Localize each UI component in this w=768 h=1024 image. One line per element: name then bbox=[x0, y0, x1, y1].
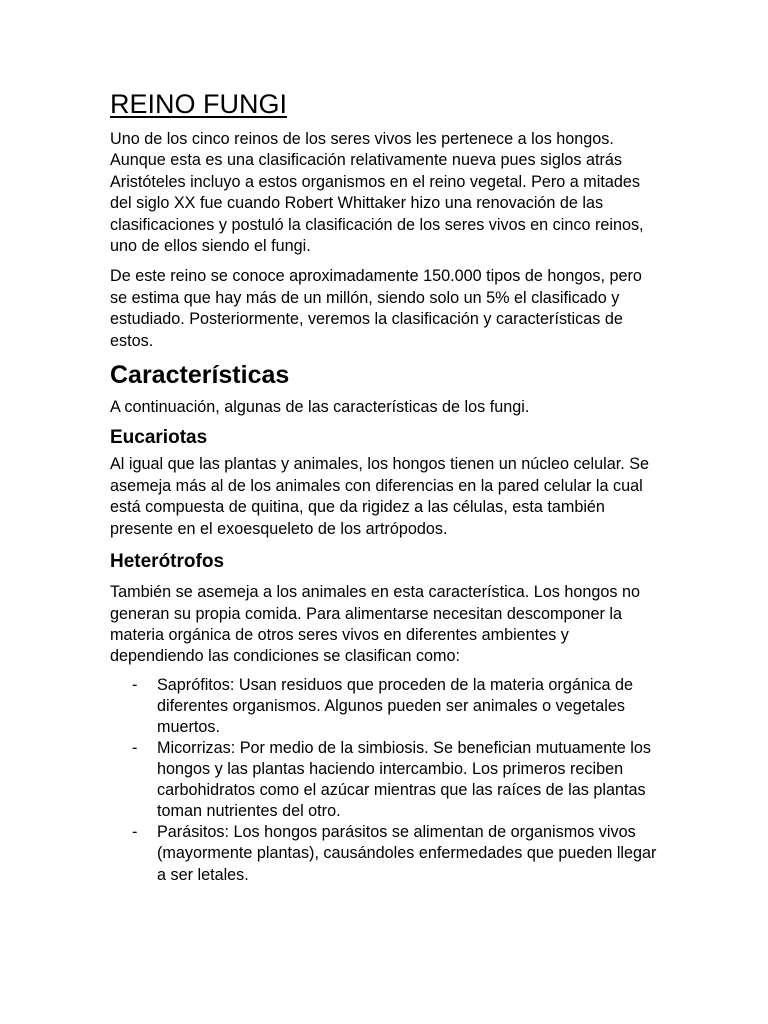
list-item-text: Saprófitos: Usan residuos que proceden de la materia orgánica de diferentes organismos. Algunos pueden ser animales o vegetales muertos. bbox=[157, 675, 634, 736]
list-item bbox=[110, 822, 658, 885]
list-marker: - bbox=[132, 675, 138, 694]
heterotrofos-paragraph: También se asemeja a los animales en esta característica. Los hongos no generan su propia comida. Para alimentarse necesitan descomponer la materia orgánica de otros seres vivos en diferentes ambientes y dependiendo las condiciones se clasifican como: bbox=[110, 583, 640, 666]
eucariotas-paragraph: Al igual que las plantas y animales, los hongos tienen un núcleo celular. Se asemeja más al de los animales con diferencias en la pared celular la cual está compuesta de quitina, que da rigidez a las células, esta también presente en el exoesqueleto de los artrópodos. bbox=[110, 455, 650, 538]
list-marker: - bbox=[132, 823, 138, 842]
characteristics-intro: A continuación, algunas de las características de los fungi. bbox=[110, 398, 530, 417]
eucariotas-heading: Eucariotas bbox=[110, 427, 208, 449]
intro-paragraph: De este reino se conoce aproximadamente 150.000 tipos de hongos, pero se estima que hay más de un millón, siendo solo un 5% el clasificado y estudiado. Posteriormente, veremos la clasificación y características de estos. bbox=[110, 267, 642, 350]
heterotrofos-heading: Heterótrofos bbox=[110, 551, 225, 573]
list-item-text: Micorrizas: Por medio de la simbiosis. Se benefician mutuamente los hongos y las plantas haciendo intercambio. Los primeros reciben carbohidratos como el azúcar mientras que las raíces de las plantas toman nutrientes del otro. bbox=[157, 739, 651, 821]
nutrition-type-list bbox=[110, 675, 658, 886]
list-item bbox=[110, 675, 658, 738]
characteristics-heading: Características bbox=[110, 361, 290, 390]
document-title: REINO FUNGI bbox=[110, 89, 288, 119]
list-item-text: Parásitos: Los hongos parásitos se alimentan de organismos vivos (mayormente plantas), causándoles enfermedades que pueden llegar a ser letales. bbox=[157, 823, 657, 884]
intro-paragraph: Uno de los cinco reinos de los seres vivos les pertenece a los hongos. Aunque esta es una clasificación relativamente nueva pues siglos atrás Aristóteles incluyo a estos organismos en el reino vegetal. Pero a mitades del siglo XX fue cuando Robert Whittaker hizo una renovación de las clasificaciones y postuló la clasificación de los seres vivos en cinco reinos, uno de ellos siendo el fungi. bbox=[110, 130, 644, 256]
list-marker: - bbox=[132, 739, 138, 757]
list-item bbox=[110, 738, 658, 822]
document-page bbox=[110, 88, 658, 886]
